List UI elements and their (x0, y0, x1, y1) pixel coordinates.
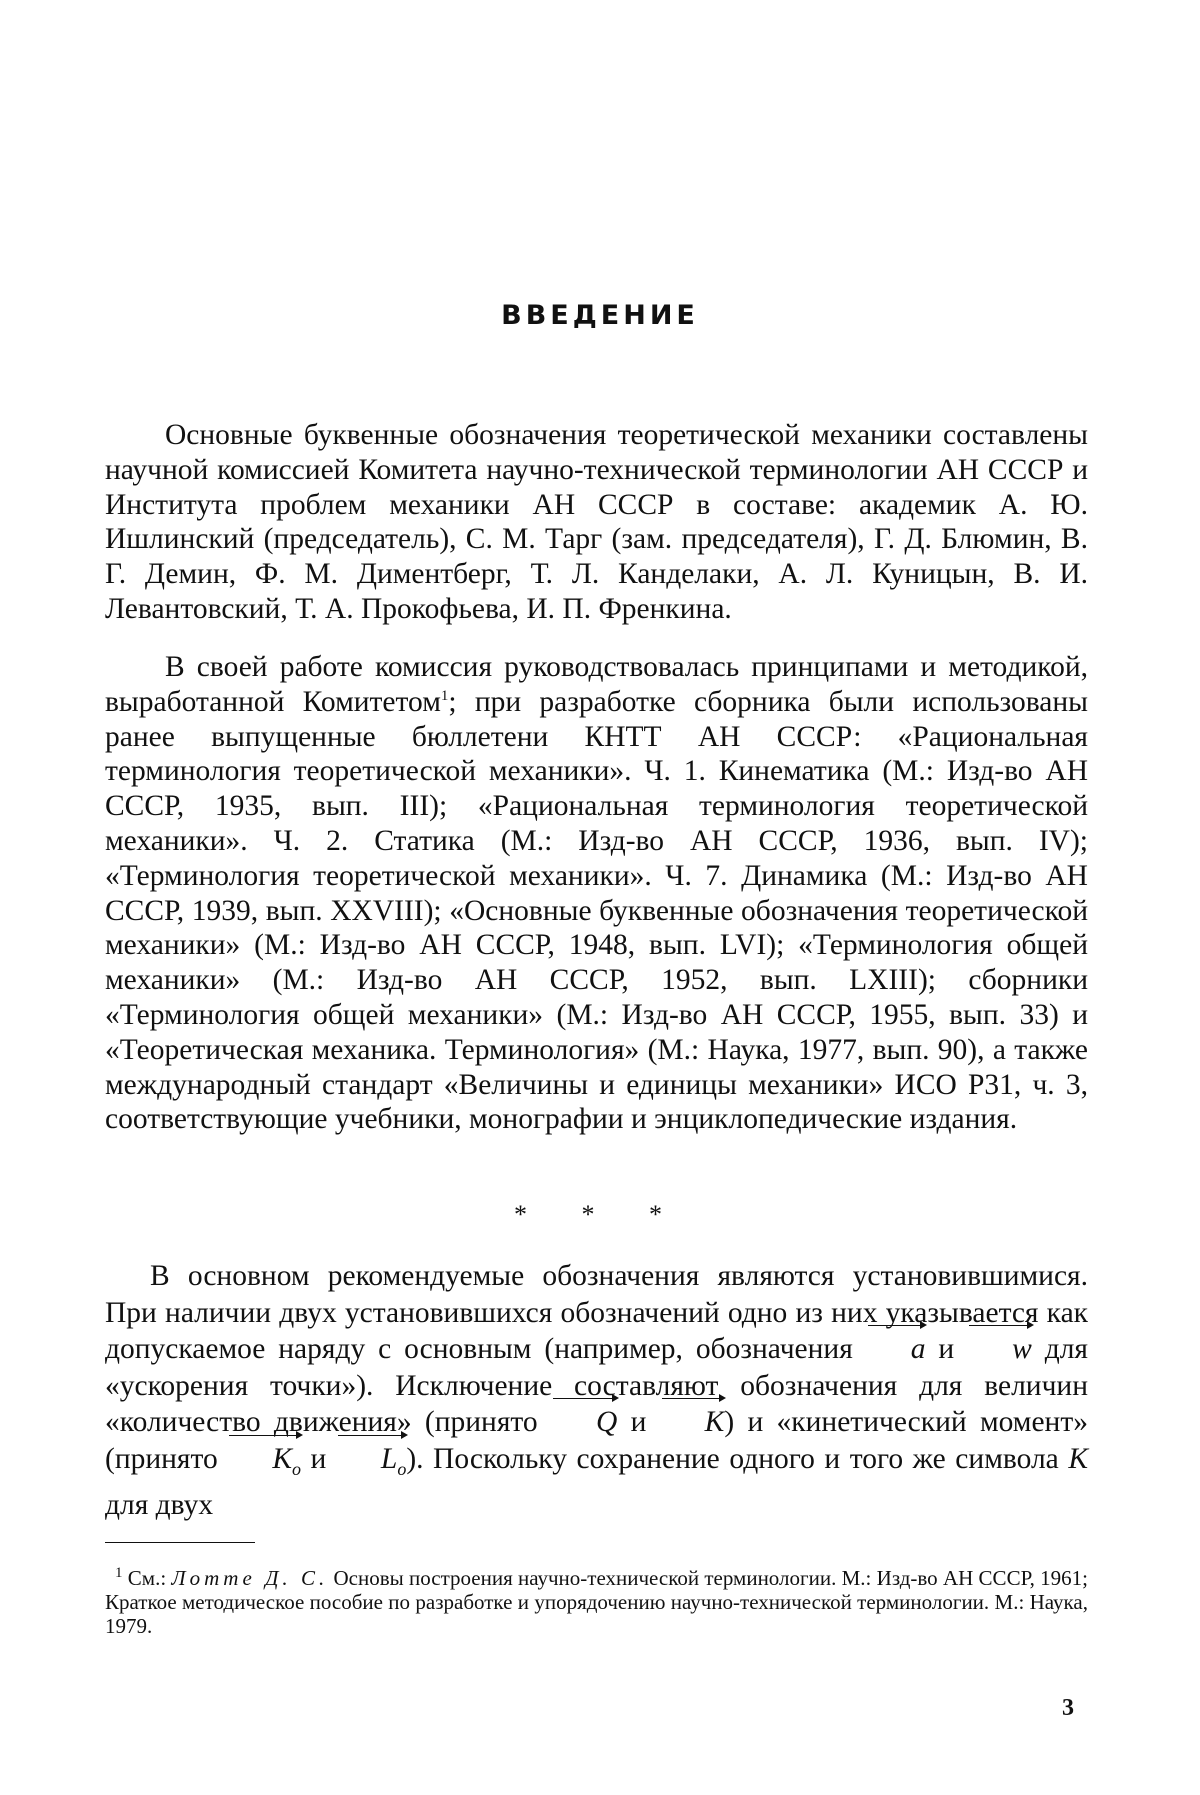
vector-w-symbol: w (967, 1331, 1032, 1368)
paragraph-notation-text-c: ) и «кинетический момент» (принято (105, 1406, 1088, 1475)
footnote-number: 1 (115, 1565, 123, 1581)
vector-lo-letter: L (380, 1442, 398, 1475)
paragraph-sources-text-2: ; при разработке сборника были использованы ранее выпущенные бюллетени КНТТ АН СССР: «Рациональная терминология теоретической механики». Ч. 1. Кинематика (М.: Изд-во АН СССР, 1935, вып. III); «Рациональная терминология теоретической механики». Ч. 2. Статика (М.: Изд-во АН СССР, 1936, вып. IV); «Терминология теоретической механики». Ч. 7. Динамика (М.: Изд-во АН СССР, 1939, вып. XXVIII); «Основные буквенные обозначения теоретической механики» (М.: Изд-во АН СССР, 1948, вып. LVI); «Терминология общей механики» (М.: Изд-во АН СССР, 1952, вып. LXIII); сборники «Терминология общей механики» (М.: Изд-во АН СССР, 1955, вып. 33) и «Теоретическая механика. Терминология» (М.: Наука, 1977, вып. 90), а также международный стандарт «Величины и единицы механики» ИСО Р31, ч. 3, соответствующие учебники, монографии и энциклопедические издания. (105, 685, 1088, 1136)
paragraph-sources (105, 650, 1088, 1137)
paragraph-notation-text-d: ). Поскольку сохранение одного и того же символа (406, 1442, 1059, 1475)
vector-a-symbol: a (866, 1331, 926, 1368)
vector-ko-subscript: o (292, 1458, 301, 1479)
paragraph-notation (105, 1258, 1088, 1524)
footnote-author: Лотте Д. С. (171, 1566, 329, 1590)
vector-q-symbol: Q (551, 1404, 617, 1441)
paragraph-notation-text-e: для двух (105, 1489, 214, 1522)
vector-ko-symbol (227, 1441, 301, 1487)
symbol-k: K (1068, 1442, 1088, 1475)
paragraph-commission: Основные буквенные обозначения теоретической механики составлены научной комиссией Комитета научно-технической терминологии АН СССР и Института проблем механики АН СССР в составе: академик А. Ю. Ишлинский (председатель), С. М. Тарг (зам. председателя), Г. Д. Блюмин, В. Г. Демин, Ф. М. Диментберг, Т. Л. Канделаки, А. Л. Куницын, В. И. Левантовский, Т. А. Прокофьева, И. П. Френкина. (105, 419, 1088, 625)
page-title: ВВЕДЕНИЕ (501, 300, 699, 331)
paragraph-notation-text-b: для «ускорения точки»). Исключение составляют обозначения для величин «количество движения» (принято (105, 1333, 1089, 1439)
paragraph-notation-text-a: В основном рекомендуемые обозначения являются установившимися. При наличии двух установившихся обозначений одно из них указывается как допускаемое наряду с основным (например, обозначения (105, 1260, 1088, 1366)
paragraph-sources-text-1: В своей работе комиссия руководствовалась принципами и методикой, выработанной Комитетом (105, 651, 1088, 718)
vector-lo-subscript: o (397, 1458, 407, 1479)
vector-lo-symbol (336, 1441, 406, 1487)
conjunction: и (301, 1442, 336, 1475)
vector-ko-letter: K (272, 1442, 292, 1475)
footnote-reference: 1 (440, 687, 449, 704)
page-number: 3 (1062, 1695, 1074, 1721)
conjunction: и (617, 1406, 660, 1439)
vector-k-symbol: K (660, 1404, 725, 1441)
footnote (105, 1566, 1088, 1638)
section-separator: * * * (514, 1200, 686, 1229)
footnote-text: Основы построения научно-технической терминологии. М.: Изд-во АН СССР, 1961; Краткое методическое пособие по разработке и упорядочению научно-технической терминологии. М.: Наука, 1979. (105, 1566, 1088, 1638)
footnote-divider (105, 1542, 255, 1543)
footnote-prefix: См.: (122, 1566, 172, 1590)
conjunction: и (925, 1333, 968, 1366)
